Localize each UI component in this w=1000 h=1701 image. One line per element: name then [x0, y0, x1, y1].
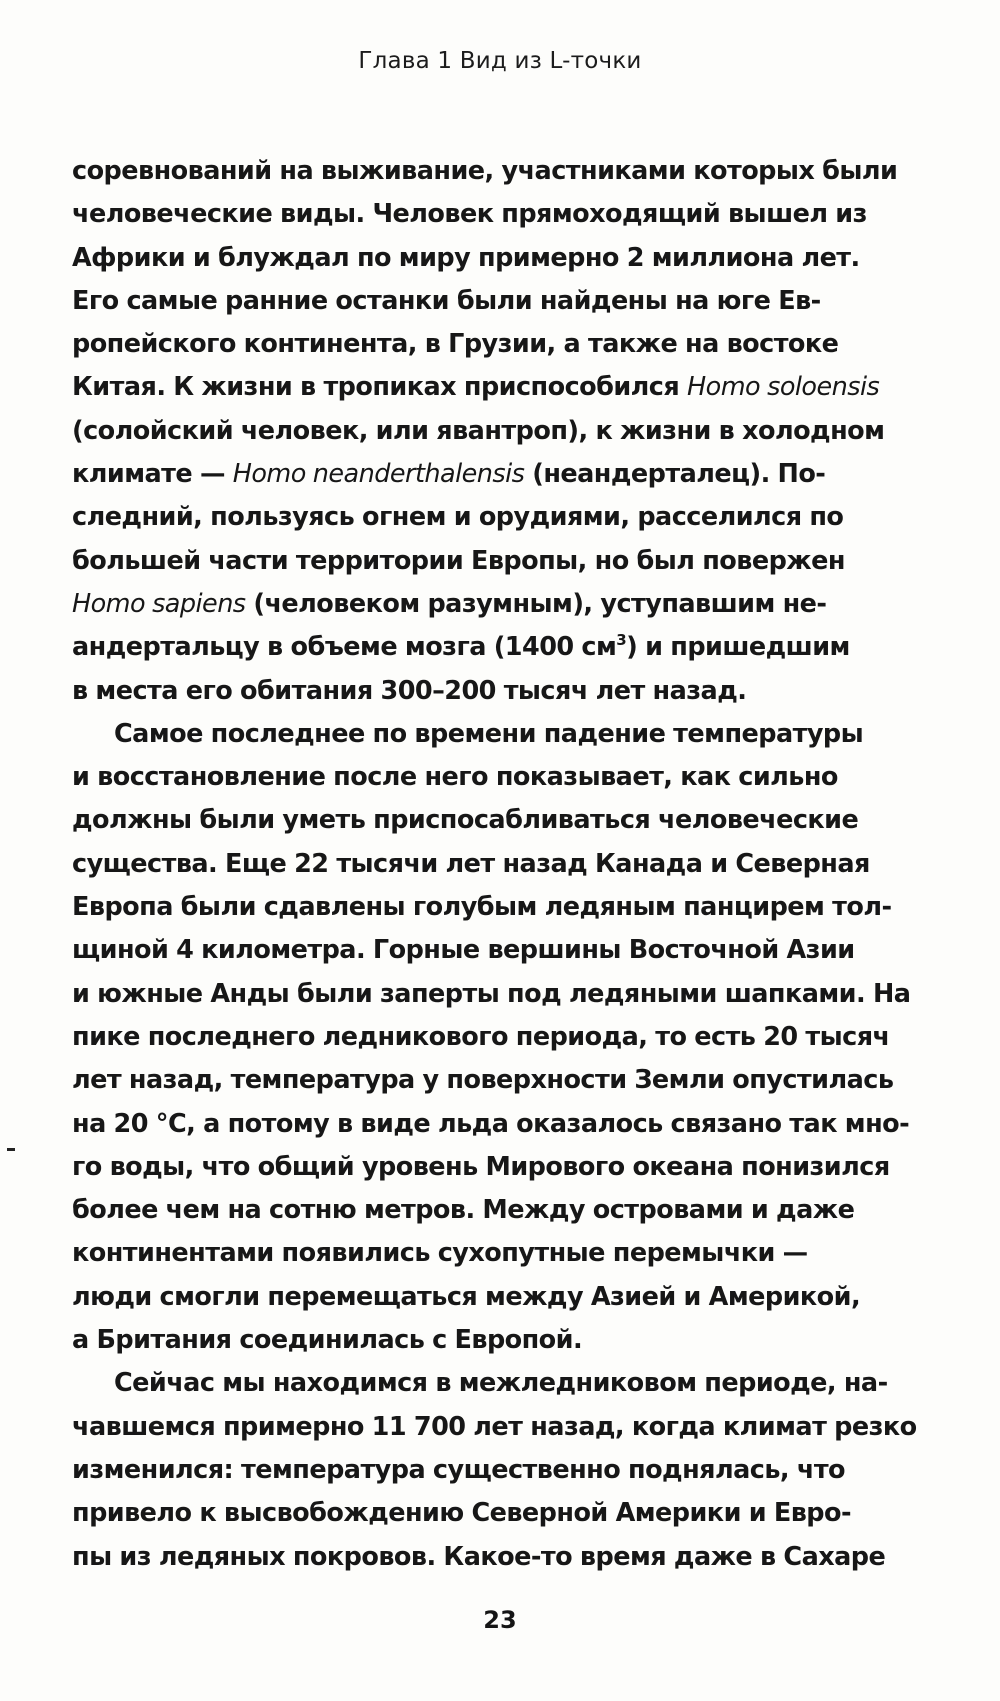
- page-number: 23: [483, 1606, 517, 1634]
- margin-dash-mark: [7, 1148, 15, 1151]
- text-line: должны были уметь приспосабливаться человеческие: [72, 805, 859, 836]
- text-line: континентами появились сухопутные перемычки —: [72, 1238, 808, 1269]
- text-line: (солойский человек, или явантроп), к жизни в холодном: [72, 415, 885, 446]
- text-line: более чем на сотню метров. Между островами и даже: [72, 1195, 855, 1226]
- italic-species-name: Homo soloensis: [687, 372, 880, 403]
- text-line: ропейского континента, в Грузии, а также на востоке: [72, 329, 839, 360]
- paragraph-3: [72, 1362, 917, 1578]
- text-line: Африки и блуждал по миру примерно 2 миллиона лет.: [72, 242, 860, 273]
- text-line: большей части территории Европы, но был повержен: [72, 545, 845, 576]
- italic-species-name: Homo sapiens: [72, 588, 246, 619]
- text-line: изменился: температура существенно поднялась, что: [72, 1454, 846, 1485]
- text-line: [72, 626, 908, 669]
- text-line: существа. Еще 22 тысячи лет назад Канада и Северная: [72, 848, 870, 879]
- text-line: соревнований на выживание, участниками которых были: [72, 156, 898, 186]
- text-line: чавшемся примерно 11 700 лет назад, когда климат резко: [72, 1411, 917, 1442]
- text-run: климате —: [72, 459, 233, 490]
- text-line: лет назад, температура у поверхности Земли опустилась: [72, 1065, 894, 1096]
- text-run: Китая. К жизни в тропиках приспособился: [72, 372, 688, 403]
- text-line: го воды, что общий уровень Мирового океана понизился: [72, 1151, 890, 1182]
- superscript: 3: [616, 631, 627, 650]
- text-line: привело к высвобождению Северной Америки и Евро-: [72, 1498, 852, 1529]
- text-line: и восстановление после него показывает, как сильно: [72, 762, 838, 793]
- text-line: пике последнего ледникового периода, то есть 20 тысяч: [72, 1021, 890, 1052]
- text-line: Его самые ранние останки были найдены на юге Ев-: [72, 285, 821, 316]
- text-line: щиной 4 километра. Горные вершины Восточной Азии: [72, 935, 855, 966]
- text-line: [72, 366, 908, 409]
- running-header: Глава 1 Вид из L-точки: [358, 48, 642, 74]
- text-line: на 20 °С, а потому в виде льда оказалось связано так мно-: [72, 1108, 910, 1139]
- text-run: ) и пришедшим: [626, 632, 850, 663]
- text-line: [72, 453, 908, 496]
- text-line: и южные Анды были заперты под ледяными шапками. На: [72, 978, 911, 1009]
- text-line: в места его обитания 300–200 тысяч лет назад.: [72, 675, 747, 706]
- text-line: [72, 583, 908, 626]
- text-line: люди смогли перемещаться между Азией и Америкой,: [72, 1281, 861, 1312]
- text-line: пы из ледяных покровов. Какое-то время даже в Сахаре: [72, 1541, 886, 1572]
- paragraph-2: [72, 713, 911, 1362]
- text-line: Самое последнее по времени падение температуры: [114, 718, 864, 749]
- text-run: (человеком разумным), уступавшим не-: [245, 588, 827, 619]
- body-text: [72, 150, 917, 1579]
- text-line: человеческие виды. Человек прямоходящий вышел из: [72, 199, 867, 230]
- text-line: Сейчас мы находимся в межледниковом периоде, на-: [114, 1368, 888, 1399]
- text-line: а Британия соединилась с Европой.: [72, 1325, 583, 1356]
- paragraph-1: [72, 150, 908, 713]
- text-run: (неандерталец). По-: [524, 459, 826, 490]
- text-line: Европа были сдавлены голубым ледяным панцирем тол-: [72, 892, 892, 923]
- text-run: андертальцу в объеме мозга (1400 см: [72, 632, 617, 663]
- text-line: следний, пользуясь огнем и орудиями, расселился по: [72, 502, 844, 533]
- italic-species-name: Homo neanderthalensis: [232, 459, 525, 490]
